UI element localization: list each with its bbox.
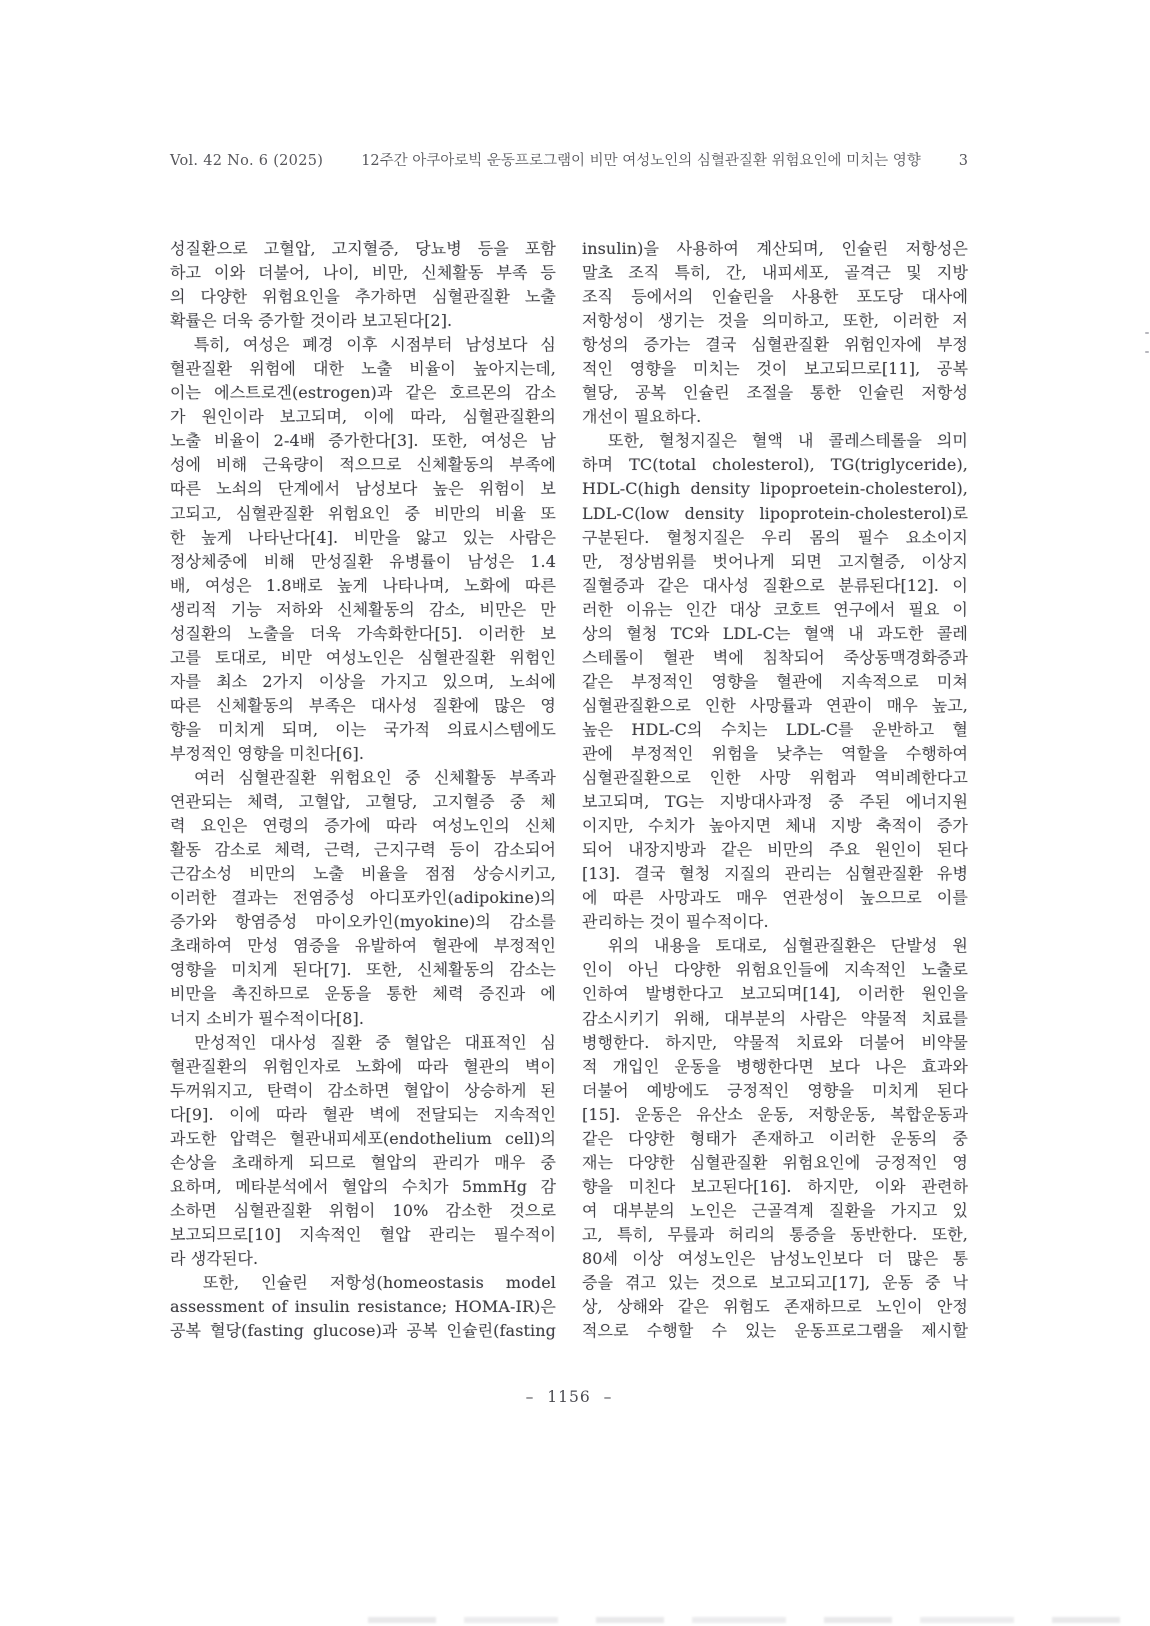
text-line: 비만을 촉진하므로 운동을 통한 체력 증진과 에 [170,984,556,1004]
paragraph [582,429,968,934]
text-line: 하고 이와 더불어, 나이, 비만, 신체활동 부족 등 [170,263,556,283]
paragraph [170,333,556,766]
text-line: 또한, 인슐린 저항성(homeostasis model [170,1273,556,1293]
text-line: 항성의 증가는 결국 심혈관질환 위험인자에 부정 [582,335,968,355]
text-line: 만, 정상범위를 벗어나게 되면 고지혈증, 이상지 [582,551,968,571]
text-line: 보고되며, TG는 지방대사과정 중 주된 에너지원 [582,792,968,812]
text-line: 혈관질환의 위험인자로 노화에 따라 혈관의 벽이 [170,1056,556,1076]
text-line: 질혈증과 같은 대사성 질환으로 분류된다[12]. 이 [582,575,968,595]
text-line: 심혈관질환으로 인한 사망률과 연관이 매우 높고, [582,695,968,715]
text-line: 여러 심혈관질환 위험요인 중 신체활동 부족과 [170,768,556,788]
text-line: 병행한다. 하지만, 약물적 치료와 더불어 비약물 [582,1032,968,1052]
journal-volume-info: Vol. 42 No. 6 (2025) [170,153,324,169]
text-line: 관에 부정적인 위험을 낮추는 역할을 수행하여 [582,743,968,763]
text-line: 근감소성 비만의 노출 비율을 점점 상승시키고, [170,864,556,884]
paragraph [582,237,968,429]
text-line: 소하면 심혈관질환 위험이 10% 감소한 것으로 [170,1200,556,1220]
text-line: 정상체중에 비해 만성질환 유병률이 남성은 1.4 [170,551,556,571]
header-page-number: 3 [958,153,968,169]
text-line: 고, 특히, 무릎과 허리의 통증을 동반한다. 또한, [582,1224,968,1244]
scan-speck [1145,332,1149,334]
text-line: 이지만, 수치가 높아지면 체내 지방 축적이 증가 [582,816,968,836]
text-line: 인이 아닌 다양한 위험요인들에 지속적인 노출로 [582,960,968,980]
text-line: 성질환의 노출을 더욱 가속화한다[5]. 이러한 보 [170,623,556,643]
text-line: 다[9]. 이에 따라 혈관 벽에 전달되는 지속적인 [170,1104,556,1124]
scan-speck [1145,351,1149,353]
text-line: 영향을 미치게 된다[7]. 또한, 신체활동의 감소는 [170,960,556,980]
text-line: 위의 내용을 토대로, 심혈관질환은 단발성 원 [582,936,968,956]
text-line: 력 요인은 연령의 증가에 따라 여성노인의 신체 [170,816,556,836]
text-line: 상, 상해와 같은 위험도 존재하므로 노인이 안정 [582,1297,968,1317]
text-line: 증을 겪고 있는 것으로 보고되고[17], 운동 중 낙 [582,1273,968,1293]
text-line: 의 다양한 위험요인을 추가하면 심혈관질환 노출 [170,287,556,307]
text-line: 성에 비해 근육량이 적으므로 신체활동의 부족에 [170,455,556,475]
text-line: 조직 등에서의 인슐린을 사용한 포도당 대사에 [582,287,968,307]
text-line: 에 따른 사망과도 매우 연관성이 높으므로 이를 [582,888,968,908]
text-line: 과도한 압력은 혈관내피세포(endothelium cell)의 [170,1128,556,1148]
text-line: 부정적인 영향을 미친다[6]. [170,743,365,763]
text-line: 만성적인 대사성 질환 중 혈압은 대표적인 심 [170,1032,556,1052]
text-line: 되어 내장지방과 같은 비만의 주요 원인이 된다 [582,840,968,860]
text-line: 구분된다. 혈청지질은 우리 몸의 필수 요소이지 [582,527,968,547]
text-line: 상의 혈청 TC와 LDL-C는 혈액 내 과도한 콜레 [582,623,968,643]
text-line: 혈관질환 위험에 대한 노출 비율이 높아지는데, [170,359,556,379]
text-line: 고를 토대로, 비만 여성노인은 심혈관질환 위험인 [170,647,556,667]
text-line: 러한 이유는 인간 대상 코호트 연구에서 필요 이 [582,599,968,619]
text-line: 확률은 더욱 증가할 것이라 보고된다[2]. [170,311,453,331]
text-line: 이러한 결과는 전염증성 아디포카인(adipokine)의 [170,888,556,908]
text-line: 심혈관질환으로 인한 사망 위험과 역비례한다고 [582,768,968,788]
text-line: 생리적 기능 저하와 신체활동의 감소, 비만은 만 [170,599,556,619]
text-line: 자를 최소 2가지 이상을 가지고 있으며, 노쇠에 [170,671,556,691]
text-line: 높은 HDL-C의 수치는 LDL-C를 운반하고 혈 [582,719,968,739]
paragraph [170,237,556,333]
text-line: 여 대부분의 노인은 근골격계 질환을 가지고 있 [582,1200,968,1220]
footer-page-number: – 1156 – [525,1388,613,1406]
text-line: 또한, 혈청지질은 혈액 내 콜레스테롤을 의미 [582,431,968,451]
text-line: 너지 소비가 필수적이다[8]. [170,1008,365,1028]
text-line: 혈당, 공복 인슐린 조절을 통한 인슐린 저항성 [582,383,968,403]
text-line: 저항성이 생기는 것을 의미하고, 또한, 이러한 저 [582,311,968,331]
text-line: 활동 감소로 체력, 근력, 근지구력 등이 감소되어 [170,840,556,860]
text-line: 요하며, 메타분석에서 혈압의 수치가 5mmHg 감 [170,1176,556,1196]
article-body [170,237,968,1343]
text-line: 두꺼워지고, 탄력이 감소하면 혈압이 상승하게 된 [170,1080,556,1100]
text-line: 개선이 필요하다. [582,407,702,427]
text-line: 보고되므로[10] 지속적인 혈압 관리는 필수적이 [170,1224,556,1244]
text-line: 연관되는 체력, 고혈압, 고혈당, 고지혈증 중 체 [170,792,556,812]
text-line: 말초 조직 특히, 간, 내피세포, 골격근 및 지방 [582,263,968,283]
text-line: 이는 에스트로겐(estrogen)과 같은 호르몬의 감소 [170,383,556,403]
text-line: 성질환으로 고혈압, 고지혈증, 당뇨병 등을 포함 [170,239,556,258]
left-column [170,237,556,1343]
text-line: 한 높게 나타난다[4]. 비만을 앓고 있는 사람은 [170,527,556,547]
text-line: 고되고, 심혈관질환 위험요인 중 비만의 비율 또 [170,503,556,523]
paragraph [170,1271,556,1343]
text-line: assessment of insulin resistance; HOMA-IR)은 [170,1297,556,1317]
text-line: 증가와 항염증성 마이오카인(myokine)의 감소를 [170,912,556,932]
text-line: 80세 이상 여성노인은 남성노인보다 더 많은 통 [582,1248,968,1268]
text-line: HDL-C(high density lipoproetein-cholesterol), [582,479,968,499]
text-line: 특히, 여성은 폐경 이후 시점부터 남성보다 심 [170,335,556,355]
text-line: [13]. 결국 혈청 지질의 관리는 심혈관질환 유병 [582,864,968,884]
text-line: 적인 영향을 미치는 것이 보고되므로[11], 공복 [582,359,968,379]
text-line: 따른 신체활동의 부족은 대사성 질환에 많은 영 [170,695,556,715]
text-line: 따른 노쇠의 단계에서 남성보다 높은 위험이 보 [170,479,556,499]
text-line: 하며 TC(total cholesterol), TG(triglyceride), [582,455,968,475]
page-header [170,151,968,171]
text-line: 초래하여 만성 염증을 유발하여 혈관에 부정적인 [170,936,556,956]
text-line: 재는 다양한 심혈관질환 위험요인에 긍정적인 영 [582,1152,968,1172]
text-line: 노출 비율이 2-4배 증가한다[3]. 또한, 여성은 남 [170,431,556,451]
text-line: 향을 미치게 되며, 이는 국가적 의료시스템에도 [170,719,556,739]
text-line: 적으로 수행할 수 있는 운동프로그램을 제시할 [582,1321,968,1341]
text-line: 같은 부정적인 영향을 혈관에 지속적으로 미쳐 [582,671,968,691]
paragraph [582,934,968,1343]
text-line: 라 생각된다. [170,1248,259,1268]
text-line: [15]. 운동은 유산소 운동, 저항운동, 복합운동과 [582,1104,968,1124]
text-line: 관리하는 것이 필수적이다. [582,912,769,932]
paragraph [170,1031,556,1271]
paragraph [170,766,556,1031]
text-line: 공복 혈당(fasting glucose)과 공복 인슐린(fasting [170,1321,556,1341]
text-line: 스테롤이 혈관 벽에 침착되어 죽상동맥경화증과 [582,647,968,667]
text-line: 가 원인이라 보고되며, 이에 따라, 심혈관질환의 [170,407,556,427]
running-title: 12주간 아쿠아로빅 운동프로그램이 비만 여성노인의 심혈관질환 위험요인에 미치는 영향 [361,153,921,169]
text-line: 향을 미친다 보고된다[16]. 하지만, 이와 관련하 [582,1176,968,1196]
text-line: 손상을 초래하게 되므로 혈압의 관리가 매우 중 [170,1152,556,1172]
text-line: insulin)을 사용하여 계산되며, 인슐린 저항성은 [582,239,968,258]
text-line: 배, 여성은 1.8배로 높게 나타나며, 노화에 따른 [170,575,556,595]
text-line: 더불어 예방에도 긍정적인 영향을 미치게 된다 [582,1080,968,1100]
text-line: 인하여 발병한다고 보고되며[14], 이러한 원인을 [582,984,968,1004]
text-line: LDL-C(low density lipoprotein-cholesterol)로 [582,503,968,523]
text-line: 적 개입인 운동을 병행한다면 보다 나은 효과와 [582,1056,968,1076]
text-line: 같은 다양한 형태가 존재하고 이러한 운동의 중 [582,1128,968,1148]
scan-artifact-bottom-text [368,1617,1128,1623]
page-footer [170,1388,968,1406]
text-line: 감소시키기 위해, 대부분의 사람은 약물적 치료를 [582,1008,968,1028]
right-column [582,237,968,1343]
